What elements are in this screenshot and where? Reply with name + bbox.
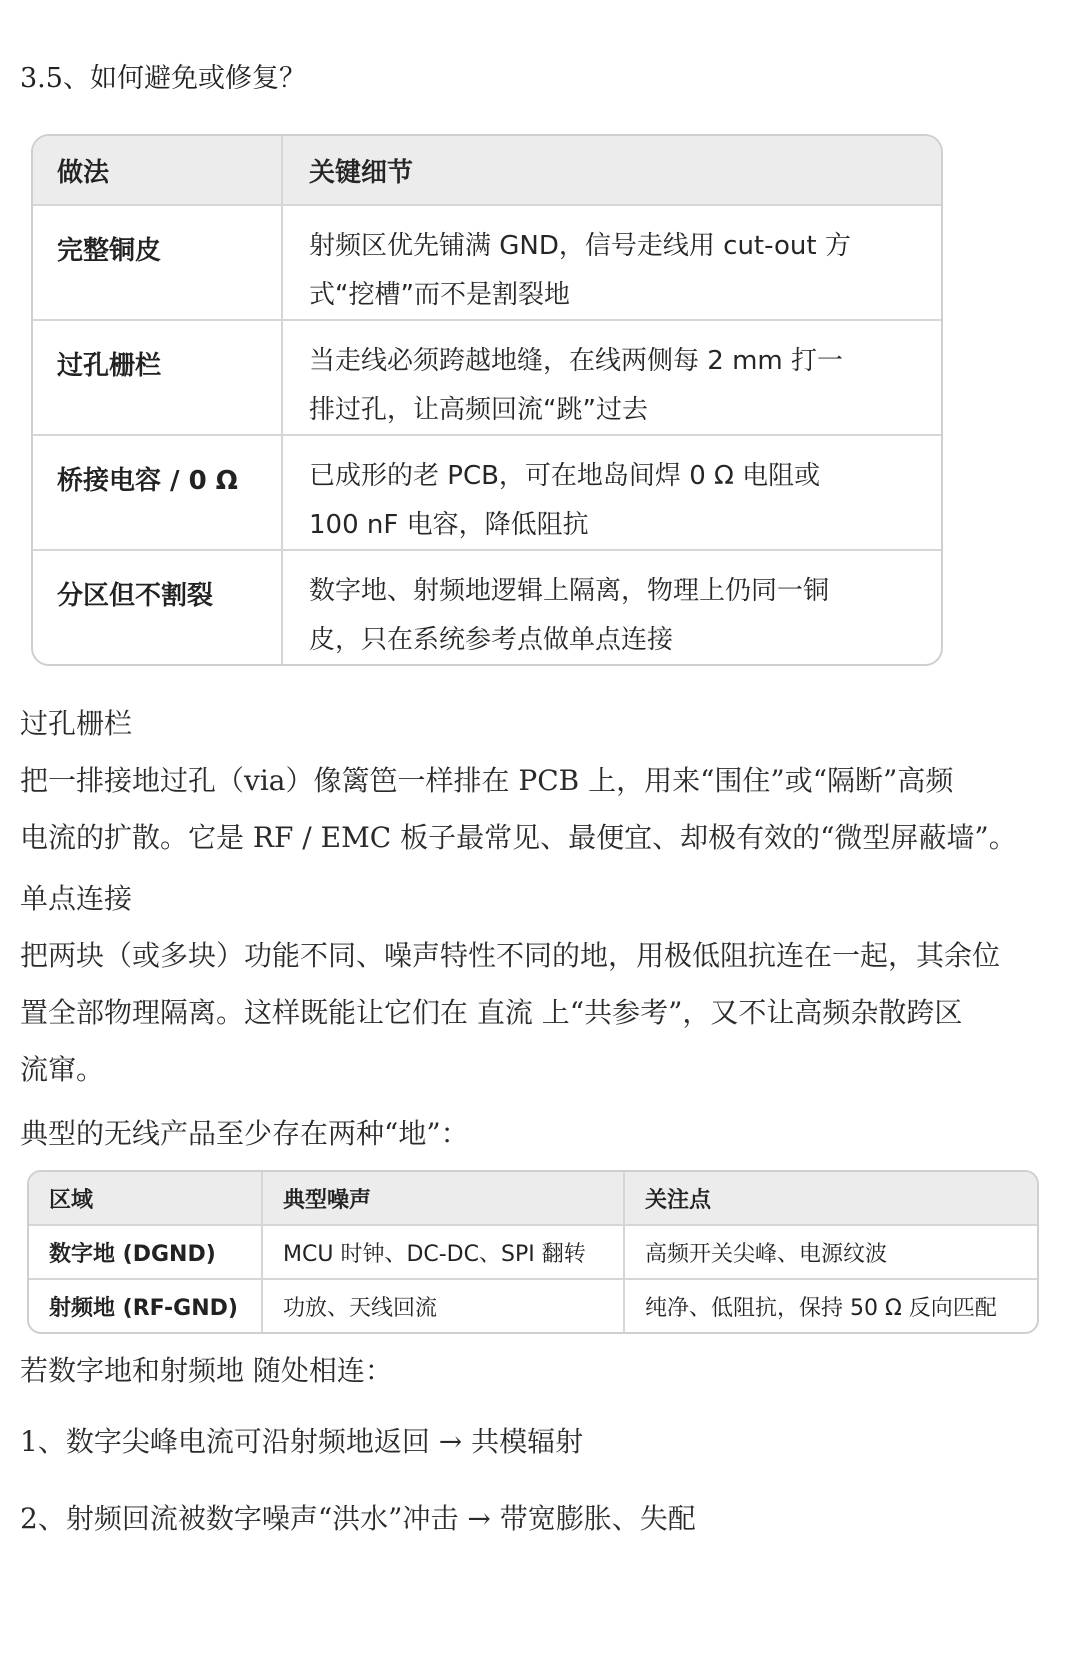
detail-line: 100 nF 电容，降低阻抗 <box>309 510 589 540</box>
detail-cell <box>283 321 941 434</box>
zone-cell: 射频地 (RF-GND) <box>29 1280 263 1332</box>
header-zone: 区域 <box>29 1172 263 1224</box>
detail-cell <box>283 551 941 664</box>
table-header-row <box>29 1172 1037 1224</box>
detail-line: 射频区优先铺满 GND，信号走线用 cut-out 方 <box>309 231 851 261</box>
ground-types-table <box>27 1170 1039 1334</box>
consequence-intro: 若数字地和射频地 随处相连： <box>20 1354 393 1387</box>
detail-cell <box>283 206 941 319</box>
table-row <box>29 1224 1037 1278</box>
table-header-row <box>33 136 941 204</box>
method-cell: 完整铜皮 <box>33 206 283 319</box>
via-fence-paragraph <box>20 752 1060 866</box>
header-method: 做法 <box>33 136 283 204</box>
fix-methods-table <box>31 134 943 666</box>
paragraph-line: 流窜。 <box>20 1053 105 1086</box>
focus-cell: 纯净、低阻抗，保持 50 Ω 反向匹配 <box>645 1295 997 1321</box>
table-row <box>29 1278 1037 1332</box>
paragraph-line: 把两块（或多块）功能不同、噪声特性不同的地，用极低阻抗连在一起，其余位 <box>20 939 1001 972</box>
detail-line: 排过孔，让高频回流“跳”过去 <box>309 395 648 425</box>
table-row <box>33 204 941 319</box>
noise-cell: MCU 时钟、DC-DC、SPI 翻转 <box>263 1226 625 1278</box>
zone-cell: 数字地 (DGND) <box>29 1226 263 1278</box>
single-point-title: 单点连接 <box>20 882 133 915</box>
ground-intro: 典型的无线产品至少存在两种“地”： <box>20 1117 469 1150</box>
header-detail: 关键细节 <box>309 157 414 188</box>
list-item: 2、射频回流被数字噪声“洪水”冲击 → 带宽膨胀、失配 <box>20 1502 696 1535</box>
noise-cell: 功放、天线回流 <box>263 1280 625 1332</box>
method-cell: 分区但不割裂 <box>33 551 283 664</box>
detail-line: 已成形的老 PCB，可在地岛间焊 0 Ω 电阻或 <box>309 461 821 491</box>
header-noise: 典型噪声 <box>263 1172 625 1224</box>
detail-line: 当走线必须跨越地缝，在线两侧每 2 mm 打一 <box>309 346 843 376</box>
paragraph-line: 电流的扩散。它是 RF / EMC 板子最常见、最便宜、却极有效的“微型屏蔽墙”。 <box>20 821 1017 854</box>
header-focus: 关注点 <box>645 1187 712 1213</box>
method-cell: 桥接电容 / 0 Ω <box>33 436 283 549</box>
via-fence-title: 过孔栅栏 <box>20 707 133 740</box>
paragraph-line: 把一排接地过孔（via）像篱笆一样排在 PCB 上，用来“围住”或“隔断”高频 <box>20 764 954 797</box>
table-row <box>33 549 941 664</box>
method-cell: 过孔栅栏 <box>33 321 283 434</box>
table-row <box>33 434 941 549</box>
list-item: 1、数字尖峰电流可沿射频地返回 → 共模辐射 <box>20 1425 584 1458</box>
single-point-paragraph <box>20 927 1060 1098</box>
detail-line: 数字地、射频地逻辑上隔离，物理上仍同一铜 <box>309 576 830 606</box>
focus-cell: 高频开关尖峰、电源纹波 <box>645 1241 888 1267</box>
detail-line: 皮，只在系统参考点做单点连接 <box>309 625 674 655</box>
detail-cell <box>283 436 941 549</box>
detail-line: 式“挖槽”而不是割裂地 <box>309 280 570 310</box>
paragraph-line: 置全部物理隔离。这样既能让它们在 直流 上“共参考”，又不让高频杂散跨区 <box>20 996 963 1029</box>
table-row <box>33 319 941 434</box>
section-heading: 3.5、如何避免或修复？ <box>20 63 306 94</box>
